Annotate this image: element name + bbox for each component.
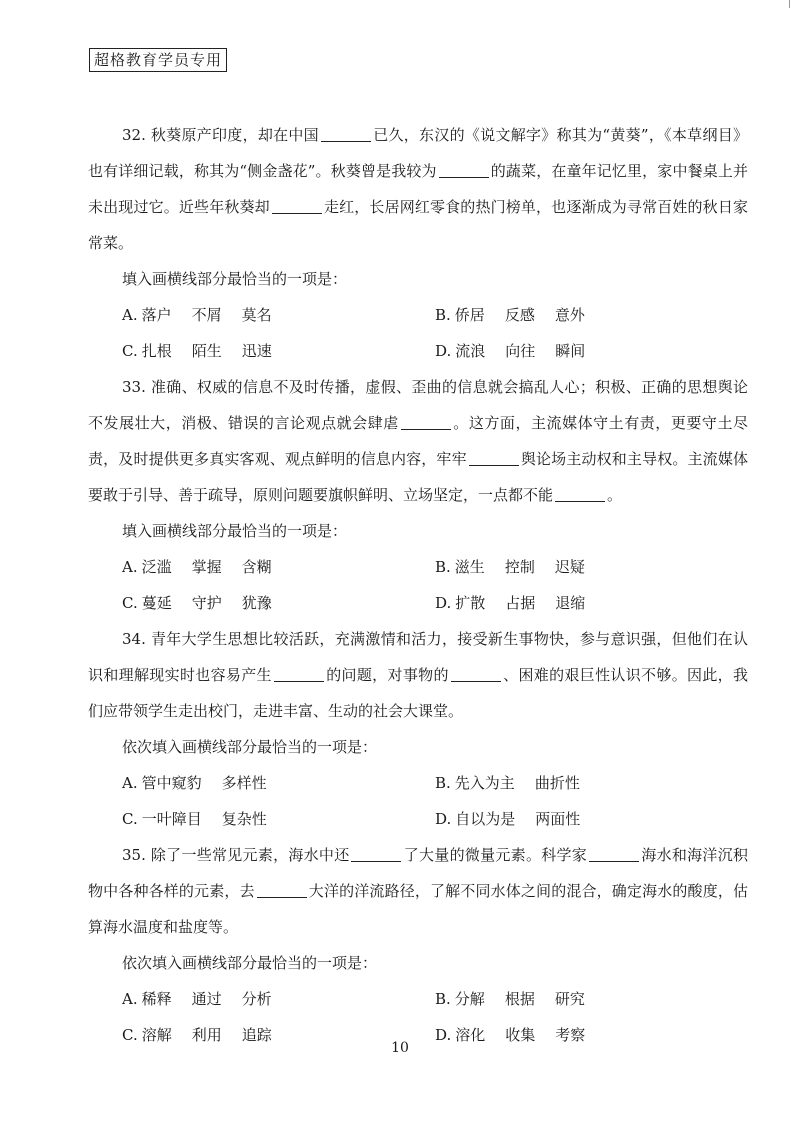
option-word: 瞬间 [555,342,586,360]
option-word: 溶化 [455,1026,486,1044]
option-word: 一叶障目 [141,810,202,828]
stem-text: 舆论场主动权和主导权。主流媒体要敢于引导、善于疏导，原则问题要旗帜鲜明、立场坚定，一点都不能 [88,450,748,504]
option-letter: A. [122,774,138,792]
answer-blank [469,450,519,466]
option-c [122,333,435,369]
question-33-stem [88,369,748,513]
option-word: 扎根 [141,342,172,360]
option-word: 利用 [191,1026,222,1044]
option-word: 莫名 [241,306,272,324]
option-word: 复杂性 [221,810,267,828]
option-word: 收集 [505,1026,536,1044]
option-letter: B. [435,990,451,1008]
option-word: 流浪 [455,342,486,360]
option-letter: B. [435,306,451,324]
question-34-options [88,765,748,837]
option-word: 追踪 [241,1026,272,1044]
option-letter: A. [122,558,138,576]
answer-blank [321,126,371,142]
option-letter: B. [435,774,451,792]
page-number: 10 [391,1040,409,1056]
option-word: 根据 [504,990,535,1008]
option-a [122,765,435,801]
answer-blank [257,882,307,898]
answer-blank [555,486,605,502]
option-word: 通过 [191,990,222,1008]
option-letter: C. [122,1026,138,1044]
option-a [122,549,435,585]
answer-blank [272,198,322,214]
stem-text: 了大量的微量元素。科学家 [403,846,588,864]
option-word: 分解 [454,990,485,1008]
option-d [435,801,748,837]
option-word: 落户 [141,306,172,324]
option-word: 扩散 [455,594,486,612]
option-word: 多样性 [221,774,267,792]
option-word: 不屑 [191,306,222,324]
answer-blank [589,846,639,862]
option-word: 曲折性 [534,774,580,792]
option-letter: D. [435,342,452,360]
option-word: 先入为主 [454,774,515,792]
stem-text: 已久，东汉的《说文解字》称其为“黄葵”，《本草纲目》也有详细记载，称其为“侧金盏花”。秋葵曾是我较为 [88,126,748,180]
option-word: 迅速 [241,342,272,360]
option-d [435,333,748,369]
option-b [435,765,748,801]
stem-text: 。这方面，主流媒体守土有责，更要守土尽责，及时提供更多真实客观、观点鲜明的信息内容，牢牢 [88,414,748,468]
answer-blank [451,666,501,682]
option-word: 稀释 [141,990,172,1008]
question-32-options [88,297,748,369]
option-d [435,585,748,621]
answer-blank [439,162,489,178]
option-letter: C. [122,810,138,828]
option-letter: B. [435,558,451,576]
option-word: 占据 [505,594,536,612]
option-letter: D. [435,810,452,828]
option-word: 两面性 [535,810,581,828]
option-word: 研究 [554,990,585,1008]
option-word: 掌握 [191,558,222,576]
stem-text: 。 [607,486,623,504]
stem-text: 大洋的洋流路径，了解不同水体之间的混合，确定海水的酸度，估算海水温度和盐度等。 [88,882,748,936]
question-35-stem [88,837,748,945]
stem-text: 的问题，对事物的 [325,666,449,684]
header-stamp: 超格教育学员专用 [89,48,227,72]
question-33-options [88,549,748,621]
option-c [122,801,435,837]
option-word: 滋生 [454,558,485,576]
stem-text: 34. 青年大学生思想比较活跃，充满激情和活力，接受新生事物快，参与意识强，但他们在认识和理解现实时也容易产生 [88,630,748,684]
option-word: 管中窥豹 [141,774,202,792]
option-letter: D. [435,1026,452,1044]
answer-blank [351,846,401,862]
stem-text: 走红，长居网红零食的热门榜单，也逐渐成为寻常百姓的秋日家常菜。 [88,198,748,252]
option-word: 自以为是 [455,810,516,828]
option-letter: A. [122,306,138,324]
option-word: 考察 [555,1026,586,1044]
questions-container [88,117,748,1053]
option-word: 含糊 [241,558,272,576]
option-letter: C. [122,594,138,612]
option-word: 向往 [505,342,536,360]
option-letter: D. [435,594,452,612]
scan-edge-mark [783,0,790,8]
question-35-prompt: 依次填入画横线部分最恰当的一项是： [122,954,378,972]
option-word: 陌生 [191,342,222,360]
answer-blank [401,414,451,430]
option-word: 侨居 [454,306,485,324]
option-word: 意外 [554,306,585,324]
option-word: 守护 [191,594,222,612]
question-32-prompt: 填入画横线部分最恰当的一项是： [122,270,348,288]
question-33-prompt: 填入画横线部分最恰当的一项是： [122,522,348,540]
option-word: 泛滥 [141,558,172,576]
stem-text: 的蔬菜，在童年记忆里，家中餐桌上并未出现过它。近些年秋葵却 [88,162,748,216]
option-a [122,981,435,1017]
answer-blank [274,666,324,682]
option-letter: C. [122,342,138,360]
option-b [435,981,748,1017]
question-34-stem [88,621,748,729]
option-word: 反感 [504,306,535,324]
option-letter: A. [122,990,138,1008]
option-word: 迟疑 [554,558,585,576]
stem-text: 33. 准确、权威的信息不及时传播，虚假、歪曲的信息就会搞乱人心；积极、正确的思想舆论不发展壮大，消极、错误的言论观点就会肆虐 [88,378,748,432]
option-word: 犹豫 [241,594,272,612]
option-word: 分析 [241,990,272,1008]
question-32-stem [88,117,748,261]
option-c [122,585,435,621]
option-b [435,297,748,333]
stem-text: 海水和海洋沉积物中各种各样的元素，去 [88,846,748,900]
question-34-prompt: 依次填入画横线部分最恰当的一项是： [122,738,378,756]
option-word: 溶解 [141,1026,172,1044]
stem-text: 35. 除了一些常见元素，海水中还 [122,846,350,864]
option-word: 控制 [504,558,535,576]
option-word: 退缩 [555,594,586,612]
option-b [435,549,748,585]
stem-text: 、困难的艰巨性认识不够。因此，我们应带领学生走出校门，走进丰富、生动的社会大课堂。 [88,666,748,720]
option-a [122,297,435,333]
stem-text: 32. 秋葵原产印度，却在中国 [122,126,319,144]
option-word: 蔓延 [141,594,172,612]
